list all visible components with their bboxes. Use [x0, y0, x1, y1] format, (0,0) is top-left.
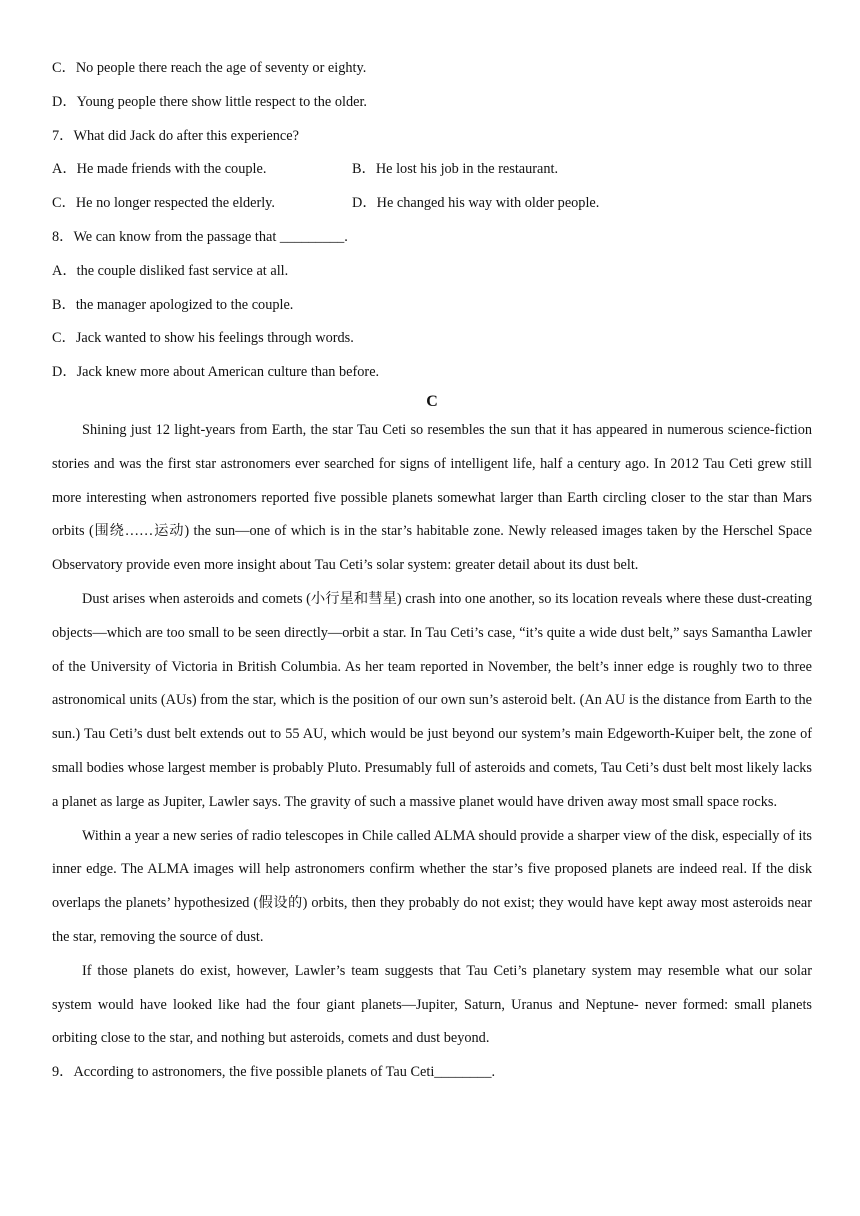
q8-option-c: C．Jack wanted to show his feelings through words. [52, 330, 354, 347]
q8-option-a: A．the couple disliked fast service at all. [52, 262, 289, 279]
q9-stem: 9．According to astronomers, the five possible planets of Tau Ceti________. [52, 1064, 496, 1081]
q7-option-c: C．He no longer respected the elderly. [52, 195, 275, 212]
passage-paragraph-1: Shining just 12 light-years from Earth, the star Tau Ceti so resembles the sun that it has appeared in numerous science-fiction stories and was the first star astronomers ever searched for signs of intelligent life, half a century ago. In 2012 Tau Ceti grew still more interesting when astronomers reported five possible planets somewhat larger than Earth circling closer to the star than Mars orbits (围绕……运动) the sun—one of which is in the star’s habitable zone. Newly released images taken by the Herschel Space Observatory provide even more insight about Tau Ceti’s solar system: greater detail about its dust belt. [52, 421, 812, 574]
q7-option-a: A．He made friends with the couple. [52, 161, 267, 178]
q6-option-c: C．No people there reach the age of seventy or eighty. [52, 60, 367, 76]
q7-option-d: D．He changed his way with older people. [352, 195, 600, 212]
q7-stem: 7．What did Jack do after this experience? [52, 127, 299, 144]
q7-options-row-1 [52, 153, 812, 187]
passage-paragraph-4: If those planets do exist, however, Lawler’s team suggests that Tau Ceti’s planetary system may resemble what our solar system would have looked like had the four giant planets—Jupiter, Saturn, Uranus and Neptune- never formed: small planets orbiting close to the star, and nothing but asteroids, comets and dust beyond. [52, 962, 812, 1047]
passage-paragraph-3: Within a year a new series of radio telescopes in Chile called ALMA should provide a sharper view of the disk, especially of its inner edge. The ALMA images will help astronomers confirm whether the star’s five proposed planets are indeed real. If the disk overlaps the planets’ hypothesized (假设的) orbits, then they probably do not exist; they would have kept away most asteroids near the star, removing the source of dust. [52, 827, 812, 945]
q7-option-b: B．He lost his job in the restaurant. [352, 161, 559, 178]
q8-option-d: D．Jack knew more about American culture than before. [52, 364, 380, 381]
q8-stem: 8．We can know from the passage that _________. [52, 228, 348, 245]
exam-page [52, 52, 812, 1090]
q7-options-row-2 [52, 187, 812, 221]
q6-option-d: D．Young people there show little respect to the older. [52, 93, 368, 110]
section-title: C [426, 392, 438, 410]
q8-option-b: B．the manager apologized to the couple. [52, 296, 294, 313]
passage-paragraph-2: Dust arises when asteroids and comets (小行星和彗星) crash into one another, so its location reveals where these dust-creating objects—which are too small to be seen directly—orbit a star. In Tau Ceti’s case, “it’s quite a wide dust belt,” says Samantha Lawler of the University of Victoria in British Columbia. As her team reported in November, the belt’s inner edge is roughly two to three astronomical units (AUs) from the star, which is the position of our own sun’s asteroid belt. (An AU is the distance from Earth to the sun.) Tau Ceti’s dust belt extends out to 55 AU, which would be just beyond our system’s main Edgeworth-Kuiper belt, the zone of small bodies whose largest member is probably Pluto. Presumably full of asteroids and comets, Tau Ceti’s dust belt most likely lacks a planet as large as Jupiter, Lawler says. The gravity of such a massive planet would have driven away most small space rocks. [52, 590, 812, 810]
